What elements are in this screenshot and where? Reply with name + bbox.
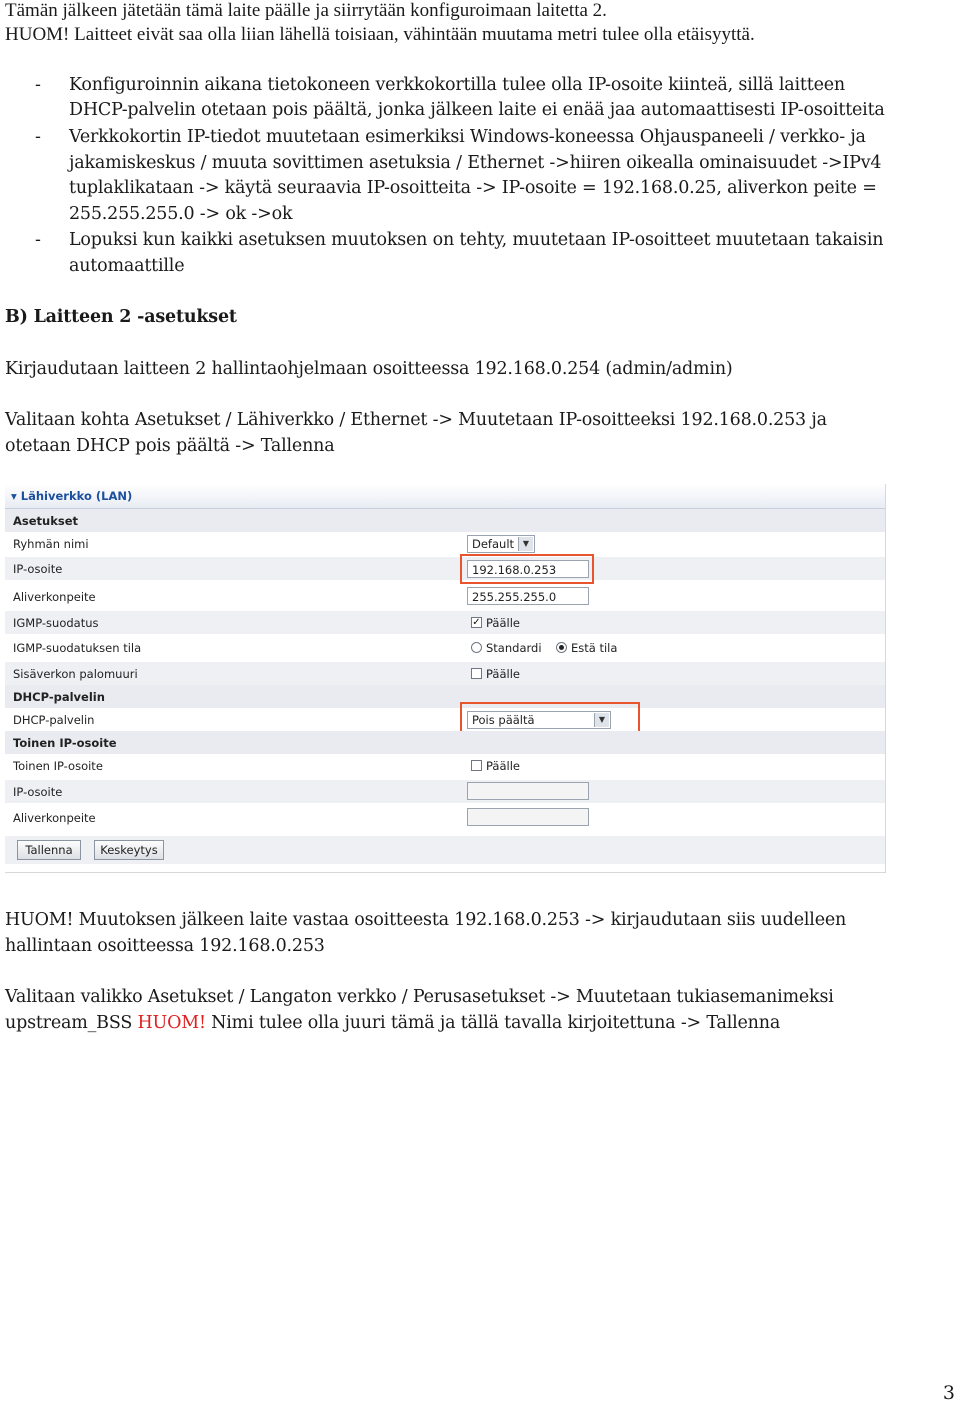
save-button[interactable]: Tallenna [17,840,81,860]
router-lan-settings-screenshot [5,484,886,873]
bullet-dash: - [35,127,41,147]
chevron-down-icon: ▼ [594,713,609,727]
row-second-subnet-mask [5,806,885,829]
note-line-2: hallintaan osoitteessa 192.168.0.253 [5,936,325,956]
row-second-ip-address [5,780,885,803]
page-number: 3 [942,1382,955,1404]
section-heading: B) Laitteen 2 -asetukset [5,307,237,327]
panel-titlebar [5,484,885,509]
igmp-mode-label: IGMP-suodatuksen tila [13,641,142,655]
section-label: Asetukset [13,514,79,528]
group-name-value: Default [472,537,515,551]
group-name-select[interactable] [467,535,535,553]
wifi-step-line-1: Valitaan valikko Asetukset / Langaton verkko / Perusasetukset -> Muutetaan tukiasemanimeksi [5,987,834,1007]
bullet-3-line-1: Lopuksi kun kaikki asetuksen muutoksen on tehty, muutetaan IP-osoitteet muutetaan takaisin [69,230,884,250]
note-line-1 [5,910,846,930]
igmp-mode-standard-label: Standardi [486,641,542,655]
ip-address-input[interactable]: 192.168.0.253 [467,560,589,578]
bullet-2-line-4: 255.255.255.0 -> ok ->ok [69,204,293,224]
igmp-mode-standard-radio[interactable] [471,642,482,653]
group-name-label: Ryhmän nimi [13,537,89,551]
section-dhcp [5,685,885,708]
row-igmp-mode [5,636,885,659]
highlight-ip-address [460,554,594,584]
bullet-2-line-3: tuplaklikataan -> käytä seuraavia IP-osoitteita -> IP-osoite = 192.168.0.25, aliverkon peite = [69,178,877,198]
bullet-1-line-1: Konfiguroinnin aikana tietokoneen verkkokortilla tulee olla IP-osoite kiinteä, sillä laitteen [69,75,845,95]
step-line-1: Valitaan kohta Asetukset / Lähiverkko / Ethernet -> Muutetaan IP-osoitteeksi 192.168.0.253 ja [5,410,827,430]
warning-label: HUOM! [137,1013,206,1033]
bullet-3-line-2: automaattille [69,256,185,276]
bullet-dash: - [35,75,41,95]
dhcp-server-label: DHCP-palvelin [13,713,95,727]
row-dhcp-server [5,708,885,731]
login-instruction: Kirjaudutaan laitteen 2 hallintaohjelmaan osoitteessa 192.168.0.254 (admin/admin) [5,359,733,379]
firewall-label: Sisäverkon palomuuri [13,667,138,681]
igmp-mode-block-radio[interactable] [556,642,567,653]
firewall-checkbox-label: Päälle [486,667,520,681]
second-ip-checkbox[interactable] [471,760,482,771]
panel-title-text: Lähiverkko (LAN) [20,489,133,503]
section-label: DHCP-palvelin [13,690,105,704]
wifi-step-line-2 [5,1013,780,1033]
row-subnet-mask [5,585,885,608]
second-ip-address-label: IP-osoite [13,785,63,799]
row-firewall [5,662,885,685]
row-igmp [5,611,885,634]
panel-title: ▾ Lähiverkko (LAN) [11,489,133,503]
ip-address-label: IP-osoite [13,562,63,576]
row-second-ip-toggle [5,754,885,777]
igmp-label: IGMP-suodatus [13,616,99,630]
igmp-checkbox[interactable]: ✓ [472,617,481,628]
row-ip-address [5,557,885,580]
cancel-button[interactable]: Keskeytys [94,840,164,860]
subnet-mask-input[interactable]: 255.255.255.0 [467,587,589,605]
firewall-checkbox[interactable] [471,668,482,679]
note-text: Muutoksen jälkeen laite vastaa osoitteesta 192.168.0.253 -> kirjaudutaan siis uudelleen [73,910,847,930]
second-ip-label: Toinen IP-osoite [13,759,103,773]
row-group-name [5,532,885,555]
bullet-1-line-2: DHCP-palvelin otetaan pois päältä, jonka jälkeen laite ei enää jaa automaattisesti IP-osoitteita [69,100,885,120]
dhcp-server-value: Pois päältä [472,713,535,727]
intro-line-2: HUOM! Laitteet eivät saa olla liian lähellä toisiaan, vähintään muutama metri tulee olla etäisyyttä. [5,24,755,45]
wifi-step-text: Nimi tulee olla juuri tämä ja tällä tavalla kirjoitettuna -> Tallenna [205,1013,781,1033]
igmp-mode-block-label: Estä tila [571,641,618,655]
bullet-2-line-1: Verkkokortin IP-tiedot muutetaan esimerkiksi Windows-koneessa Ohjauspaneeli / verkko- ja [69,127,866,147]
chevron-down-icon: ▼ [518,537,533,551]
section-asetukset [5,509,885,532]
subnet-mask-label: Aliverkonpeite [13,590,96,604]
section-label: Toinen IP-osoite [13,736,117,750]
ssid-text: upstream_BSS [5,1013,138,1033]
step-line-2: otetaan DHCP pois päältä -> Tallenna [5,436,335,456]
intro-line-1: Tämän jälkeen jätetään tämä laite päälle ja siirrytään konfiguroimaan laitetta 2. [5,0,607,21]
bullet-dash: - [35,230,41,250]
note-prefix: HUOM! [5,910,74,930]
second-ip-address-input[interactable] [467,782,589,800]
second-subnet-mask-input[interactable] [467,808,589,826]
bullet-2-line-2: jakamiskeskus / muuta sovittimen asetuksia / Ethernet ->hiiren oikealla ominaisuudet ->IPv4 [69,153,882,173]
second-ip-checkbox-label: Päälle [486,759,520,773]
section-second-ip [5,731,885,754]
row-buttons [5,836,885,864]
igmp-checkbox-label: Päälle [486,616,520,630]
second-subnet-mask-label: Aliverkonpeite [13,811,96,825]
